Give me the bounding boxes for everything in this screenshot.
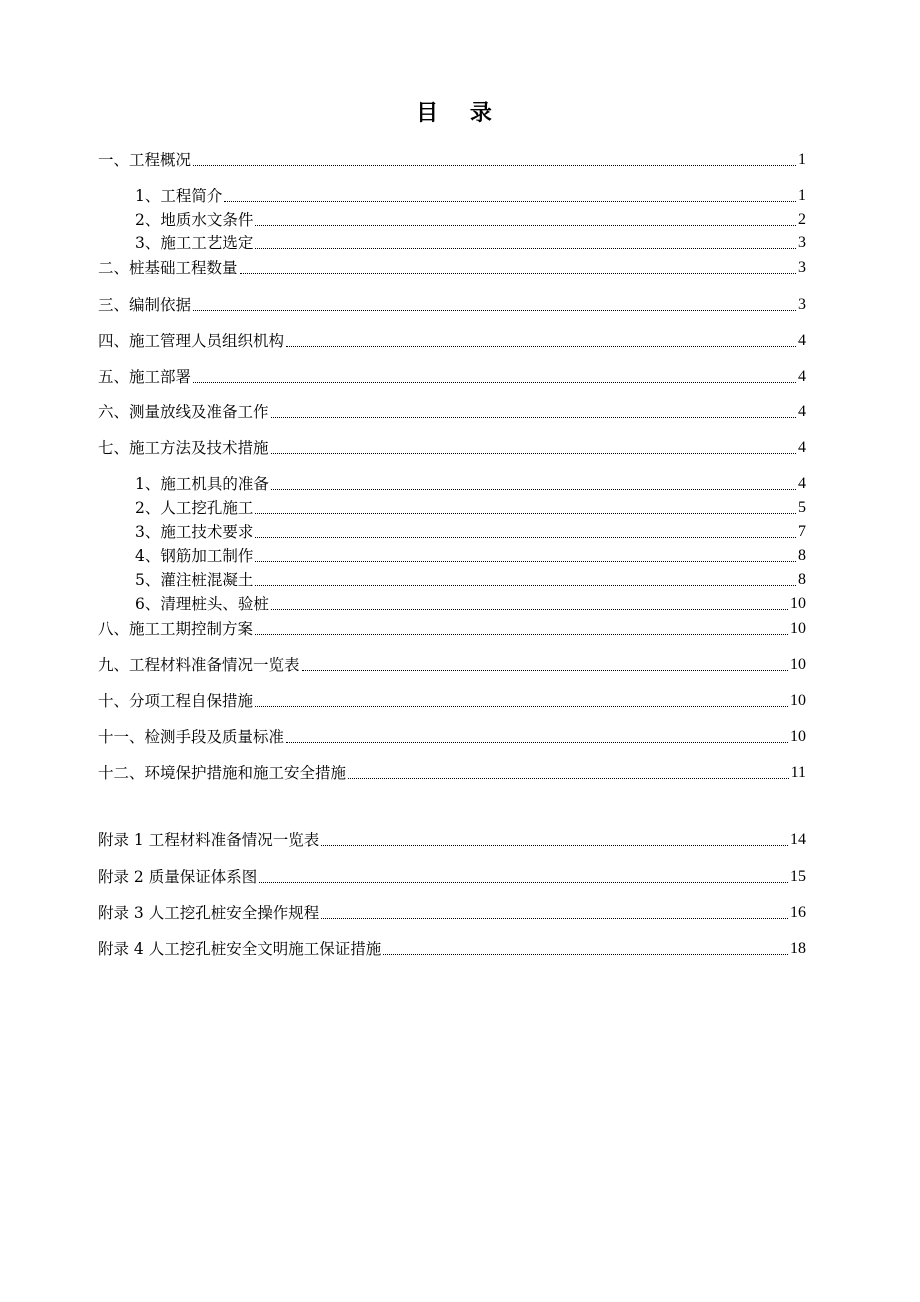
toc-page-number: 4 [798, 439, 806, 456]
toc-page-number: 10 [790, 620, 806, 637]
toc-leader [348, 763, 789, 783]
toc-leader [286, 727, 788, 747]
toc-page-number: 7 [798, 523, 806, 540]
toc-page-number: 5 [798, 499, 806, 516]
toc-page-number: 16 [790, 904, 806, 921]
toc-entry-label: 八、施工工期控制方案 [98, 620, 254, 638]
toc-entry-label: 6、清理桩头、验桩 [135, 595, 269, 613]
toc-entry[interactable] [98, 258, 806, 278]
toc-entry[interactable] [98, 367, 806, 387]
toc-page-number: 4 [798, 368, 806, 385]
toc-page-number: 4 [798, 475, 806, 492]
toc-entry[interactable] [135, 570, 806, 590]
toc-page-number: 3 [798, 296, 806, 313]
toc-page-number: 3 [798, 234, 806, 251]
toc-entry[interactable] [135, 498, 806, 518]
toc-entry-label: 九、工程材料准备情况一览表 [98, 656, 300, 674]
toc-entry-label: 十一、检测手段及质量标准 [98, 728, 285, 746]
toc-entry[interactable] [135, 474, 806, 494]
toc-entry-label: 2、地质水文条件 [135, 211, 254, 229]
toc-entry-label: 附录 3 人工挖孔桩安全操作规程 [98, 904, 320, 922]
toc-entry[interactable] [98, 691, 806, 711]
toc-entry[interactable] [98, 763, 806, 783]
toc-page-number: 1 [798, 151, 806, 168]
toc-entry[interactable] [135, 186, 806, 206]
toc-leader [271, 474, 796, 494]
toc-page-number: 1 [798, 187, 806, 204]
toc-leader [224, 186, 796, 206]
toc-entry[interactable] [98, 402, 806, 422]
toc-leader [255, 691, 788, 711]
toc-entry-label: 附录 4 人工挖孔桩安全文明施工保证措施 [98, 940, 382, 958]
toc-entry-label: 四、施工管理人员组织机构 [98, 332, 285, 350]
toc-leader [193, 367, 796, 387]
toc-entry-label: 3、施工工艺选定 [135, 234, 254, 252]
toc-leader [255, 619, 788, 639]
toc-leader [271, 438, 796, 458]
toc-leader [255, 570, 796, 590]
toc-entry[interactable] [135, 233, 806, 253]
toc-entry[interactable] [98, 727, 806, 747]
toc-entry-label: 4、钢筋加工制作 [135, 547, 254, 565]
toc-leader [193, 295, 796, 315]
toc-entry-label: 1、工程简介 [135, 187, 223, 205]
toc-entry-label: 2、人工挖孔施工 [135, 499, 254, 517]
toc-entry[interactable] [135, 594, 806, 614]
toc-page-number: 11 [790, 764, 806, 781]
toc-entry-label: 附录 2 质量保证体系图 [98, 868, 258, 886]
toc-entry[interactable] [98, 903, 806, 923]
toc-leader [321, 903, 788, 923]
toc-leader [255, 546, 796, 566]
toc-entry[interactable] [135, 546, 806, 566]
toc-entry-label: 一、工程概况 [98, 151, 192, 169]
toc-entry[interactable] [98, 150, 806, 170]
toc-page-number: 10 [790, 656, 806, 673]
toc-page-number: 4 [798, 403, 806, 420]
toc-leader [271, 594, 788, 614]
toc-page-number: 8 [798, 547, 806, 564]
toc-page-number: 10 [790, 728, 806, 745]
toc-entry-label: 十、分项工程自保措施 [98, 692, 254, 710]
toc-leader [240, 258, 796, 278]
toc-entry[interactable] [135, 210, 806, 230]
toc-entry-label: 五、施工部署 [98, 368, 192, 386]
toc-entry-label: 七、施工方法及技术措施 [98, 439, 269, 457]
toc-entry-label: 二、桩基础工程数量 [98, 259, 238, 277]
toc-page-number: 18 [790, 940, 806, 957]
toc-entry-label: 附录 1 工程材料准备情况一览表 [98, 831, 320, 849]
toc-entry[interactable] [98, 438, 806, 458]
toc-leader [255, 522, 796, 542]
toc-entry-label: 六、测量放线及准备工作 [98, 403, 269, 421]
toc-leader [383, 939, 788, 959]
toc-page-number: 2 [798, 211, 806, 228]
toc-leader [302, 655, 788, 675]
toc-leader [271, 402, 796, 422]
toc-entry[interactable] [98, 939, 806, 959]
toc-entry[interactable] [98, 619, 806, 639]
toc-leader [321, 830, 788, 850]
toc-leader [193, 150, 796, 170]
toc-entry-label: 5、灌注桩混凝土 [135, 571, 254, 589]
toc-entry-label: 三、编制依据 [98, 296, 192, 314]
toc-page-number: 3 [798, 259, 806, 276]
toc-page-number: 15 [790, 868, 806, 885]
toc-leader [259, 867, 788, 887]
toc-leader [255, 498, 796, 518]
page-title: 目 录 [416, 100, 504, 126]
toc-entry-label: 十二、环境保护措施和施工安全措施 [98, 764, 347, 782]
toc-entry[interactable] [135, 522, 806, 542]
toc-entry[interactable] [98, 830, 806, 850]
toc-entry-label: 3、施工技术要求 [135, 523, 254, 541]
toc-page-number: 10 [790, 595, 806, 612]
toc-entry[interactable] [98, 331, 806, 351]
toc-entry[interactable] [98, 295, 806, 315]
toc-leader [255, 233, 796, 253]
toc-entry[interactable] [98, 867, 806, 887]
toc-page-number: 10 [790, 692, 806, 709]
toc-entry-label: 1、施工机具的准备 [135, 475, 269, 493]
toc-leader [286, 331, 796, 351]
toc-page-number: 4 [798, 332, 806, 349]
toc-entry[interactable] [98, 655, 806, 675]
toc-leader [255, 210, 796, 230]
toc-page-number: 8 [798, 571, 806, 588]
toc-page-number: 14 [790, 831, 806, 848]
